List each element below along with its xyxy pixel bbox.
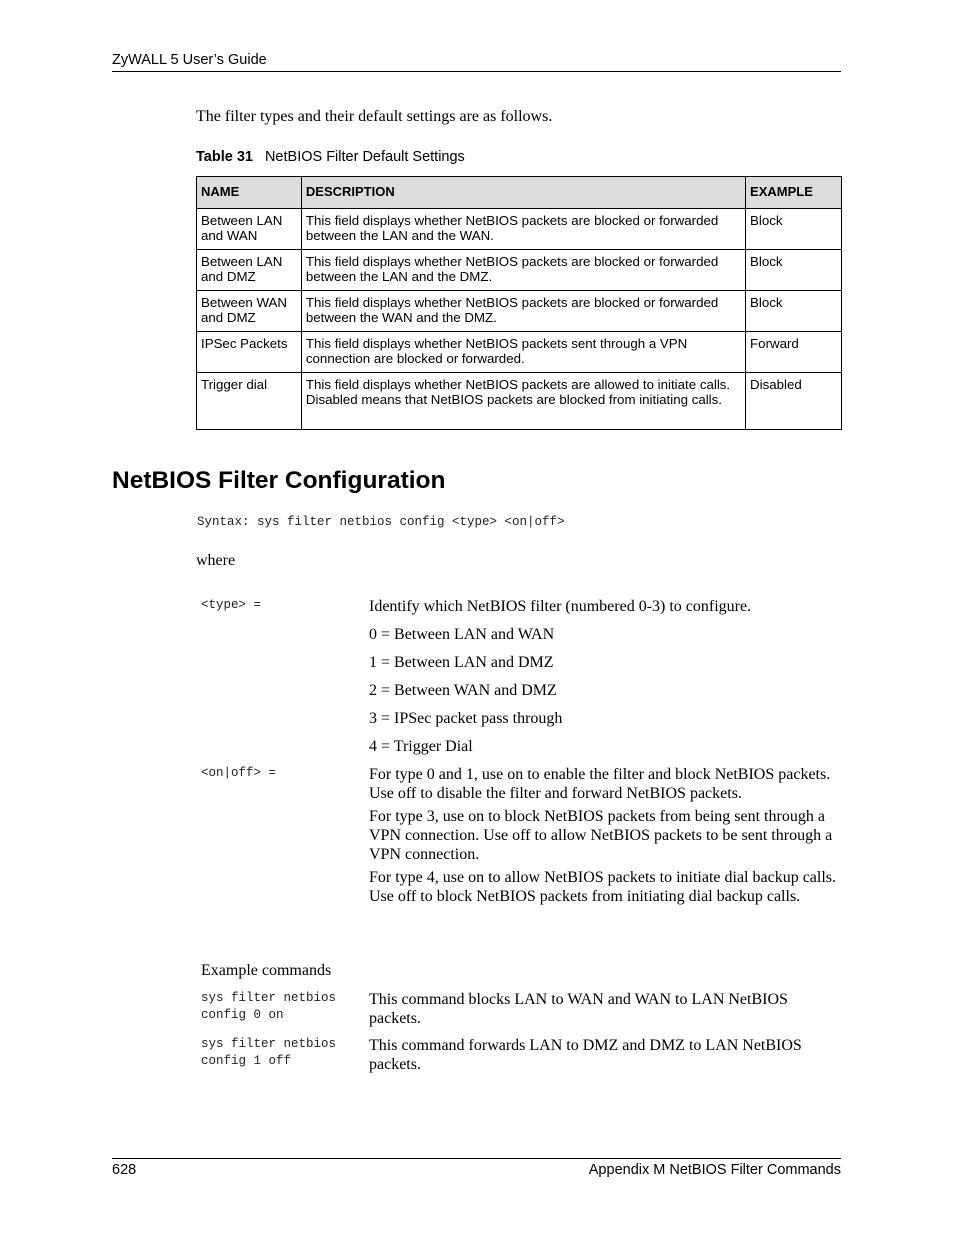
netbios-defaults-table bbox=[196, 176, 842, 430]
cell-description: This field displays whether NetBIOS packets are blocked or forwarded between the WAN and the DMZ. bbox=[301, 290, 745, 331]
cell-name: Between LAN and DMZ bbox=[197, 249, 302, 290]
table-row bbox=[197, 372, 842, 429]
section-heading: NetBIOS Filter Configuration bbox=[112, 467, 446, 494]
param-onoff-para: For type 0 and 1, use on to enable the filter and block NetBIOS packets. Use off to disable the filter and forward NetBIOS packets. bbox=[369, 766, 831, 802]
param-type-line: 1 = Between LAN and DMZ bbox=[369, 654, 554, 671]
cell-name: Between WAN and DMZ bbox=[197, 290, 302, 331]
param-onoff-para: For type 3, use on to block NetBIOS packets from being sent through a VPN connection. Use off to allow NetBIOS packets to be sent through a VPN connection. bbox=[369, 808, 833, 863]
cell-description: This field displays whether NetBIOS packets are allowed to initiate calls. Disabled means that NetBIOS packets are blocked from initiating calls. bbox=[301, 372, 745, 429]
cell-description: This field displays whether NetBIOS packets sent through a VPN connection are blocked or forwarded. bbox=[301, 331, 745, 372]
param-type-line: 0 = Between LAN and WAN bbox=[369, 626, 555, 643]
col-header-example: EXAMPLE bbox=[746, 177, 842, 209]
param-type-line: Identify which NetBIOS filter (numbered 0-3) to configure. bbox=[369, 598, 752, 615]
param-onoff-para: For type 4, use on to allow NetBIOS packets to initiate dial backup calls. Use off to block NetBIOS packets from initiating dial backup calls. bbox=[369, 869, 837, 905]
cell-example: Block bbox=[746, 290, 842, 331]
col-header-name: NAME bbox=[197, 177, 302, 209]
cell-example: Block bbox=[746, 249, 842, 290]
table-row bbox=[197, 208, 842, 249]
running-header: ZyWALL 5 User’s Guide bbox=[112, 52, 267, 68]
table-caption bbox=[196, 149, 465, 165]
where-label: where bbox=[196, 552, 236, 569]
cell-name: Between LAN and WAN bbox=[197, 208, 302, 249]
cell-example: Forward bbox=[746, 331, 842, 372]
param-type-line: 4 = Trigger Dial bbox=[369, 738, 473, 755]
param-type-line: 3 = IPSec packet pass through bbox=[369, 710, 563, 727]
cell-example: Block bbox=[746, 208, 842, 249]
example-command: sys filter netbios config 0 on bbox=[201, 991, 337, 1022]
example-description: This command forwards LAN to DMZ and DMZ to LAN NetBIOS packets. bbox=[369, 1037, 802, 1073]
table-header-row bbox=[197, 177, 842, 209]
page-number: 628 bbox=[112, 1162, 137, 1178]
cell-name: IPSec Packets bbox=[197, 331, 302, 372]
header-divider bbox=[112, 71, 841, 72]
cell-description: This field displays whether NetBIOS packets are blocked or forwarded between the LAN and the WAN. bbox=[301, 208, 745, 249]
param-onoff-name: <on|off> = bbox=[201, 766, 277, 780]
example-command: sys filter netbios config 1 off bbox=[201, 1037, 337, 1068]
table-row bbox=[197, 331, 842, 372]
footer-section-title: Appendix M NetBIOS Filter Commands bbox=[588, 1162, 841, 1178]
syntax-line: Syntax: sys filter netbios config <type> <on|off> bbox=[197, 515, 565, 529]
table-caption-title: NetBIOS Filter Default Settings bbox=[264, 149, 465, 165]
cell-name: Trigger dial bbox=[197, 372, 302, 429]
table-row bbox=[197, 290, 842, 331]
col-header-description: DESCRIPTION bbox=[301, 177, 745, 209]
example-description: This command blocks LAN to WAN and WAN to LAN NetBIOS packets. bbox=[369, 991, 788, 1027]
table-caption-label: Table 31 bbox=[196, 149, 253, 165]
intro-text: The filter types and their default settings are as follows. bbox=[196, 108, 553, 125]
table-row bbox=[197, 249, 842, 290]
cell-description: This field displays whether NetBIOS packets are blocked or forwarded between the LAN and the DMZ. bbox=[301, 249, 745, 290]
cell-example: Disabled bbox=[746, 372, 842, 429]
param-type-name: <type> = bbox=[201, 598, 262, 612]
param-type-line: 2 = Between WAN and DMZ bbox=[369, 682, 557, 699]
footer-divider bbox=[112, 1158, 841, 1159]
example-commands-title: Example commands bbox=[201, 962, 332, 979]
